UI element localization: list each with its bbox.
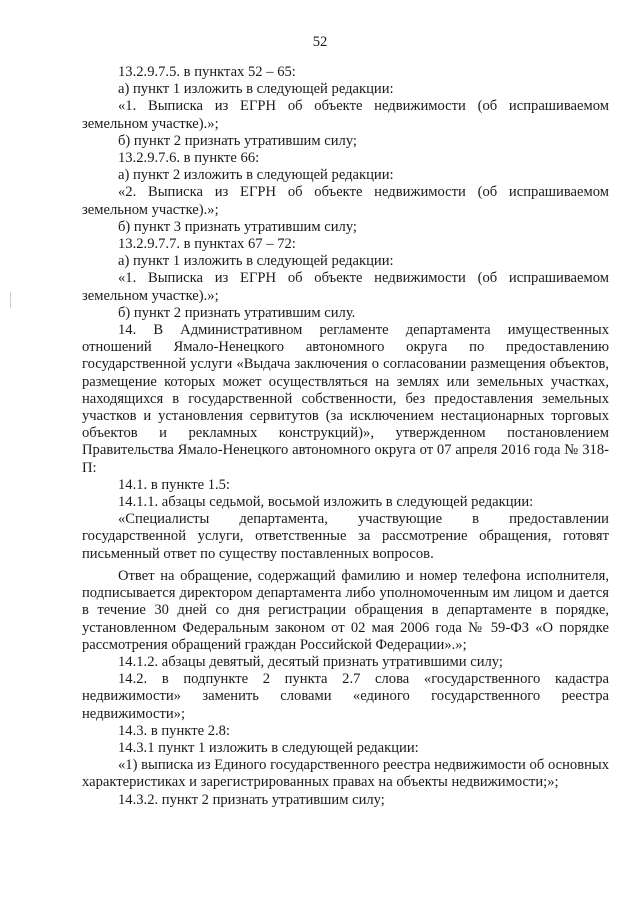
document-body	[82, 64, 609, 809]
paragraph: 14.3.1 пункт 1 изложить в следующей редакции:	[118, 739, 419, 756]
paragraph: 14.1.2. абзацы девятый, десятый признать утратившими силу;	[118, 653, 503, 670]
paragraph: б) пункт 2 признать утратившим силу;	[118, 132, 357, 149]
paragraph: б) пункт 2 признать утратившим силу.	[118, 304, 356, 321]
paragraph: «2. Выписка из ЕГРН об объекте недвижимости (об испрашиваемом земельном участке).»;	[82, 184, 609, 218]
paragraph: а) пункт 2 изложить в следующей редакции:	[118, 167, 394, 184]
paragraph: 13.2.9.7.5. в пунктах 52 – 65:	[118, 64, 296, 80]
paragraph: 14. В Административном регламенте департамента имущественных отношений Ямало-Ненецкого автономного округа по предоставлению государственной услуги «Выдача заключения о согласовании размещения объектов, размещение которых может осуществляться на землях или земельных участках, находящихся в государственной собственности, без предоставления земельных участков и установления сервитутов (за исключением нестационарных торговых объектов и рекламных конструкций)», утвержденном постановлением Правительства Ямало-Ненецкого автономного округа от 07 апреля 2016 года № 318-П:	[82, 322, 609, 476]
paragraph: 13.2.9.7.7. в пунктах 67 – 72:	[118, 236, 296, 253]
paragraph: «1. Выписка из ЕГРН об объекте недвижимости (об испрашиваемом земельном участке).»;	[82, 270, 609, 304]
paragraph: «Специалисты департамента, участвующие в предоставлении государственной услуги, ответственные за рассмотрение обращения, готовят письменный ответ по существу поставленных вопросов.	[82, 511, 609, 562]
paragraph: 14.3.2. пункт 2 признать утратившим силу;	[118, 791, 385, 808]
paragraph: 14.3. в пункте 2.8:	[118, 722, 230, 739]
page-number: 52	[312, 34, 328, 50]
paragraph: а) пункт 1 изложить в следующей редакции:	[118, 81, 394, 98]
paragraph: 14.1. в пункте 1.5:	[118, 476, 230, 493]
paragraph: 13.2.9.7.6. в пункте 66:	[118, 150, 260, 167]
paragraph: б) пункт 3 признать утратившим силу;	[118, 218, 357, 235]
paragraph: «1) выписка из Единого государственного реестра недвижимости об основных характеристиках и зарегистрированных правах на объекты недвижимости;»;	[82, 757, 609, 791]
paragraph: а) пункт 1 изложить в следующей редакции:	[118, 253, 394, 270]
paragraph: «1. Выписка из ЕГРН об объекте недвижимости (об испрашиваемом земельном участке).»;	[82, 98, 609, 132]
scan-artifact	[10, 292, 11, 308]
paragraph: Ответ на обращение, содержащий фамилию и номер телефона исполнителя, подписывается директором департамента либо уполномоченным им лицом и дается в течение 30 дней со дня регистрации обращения в департаменте в порядке, установленном Федеральным законом от 02 мая 2006 года № 59-ФЗ «О порядке рассмотрения обращений граждан Российской Федерации».»;	[82, 567, 609, 653]
paragraph: 14.1.1. абзацы седьмой, восьмой изложить в следующей редакции:	[118, 494, 534, 511]
paragraph: 14.2. в подпункте 2 пункта 2.7 слова «государственного кадастра недвижимости» заменить словами «единого государственного реестра недвижимости»;	[82, 671, 609, 722]
